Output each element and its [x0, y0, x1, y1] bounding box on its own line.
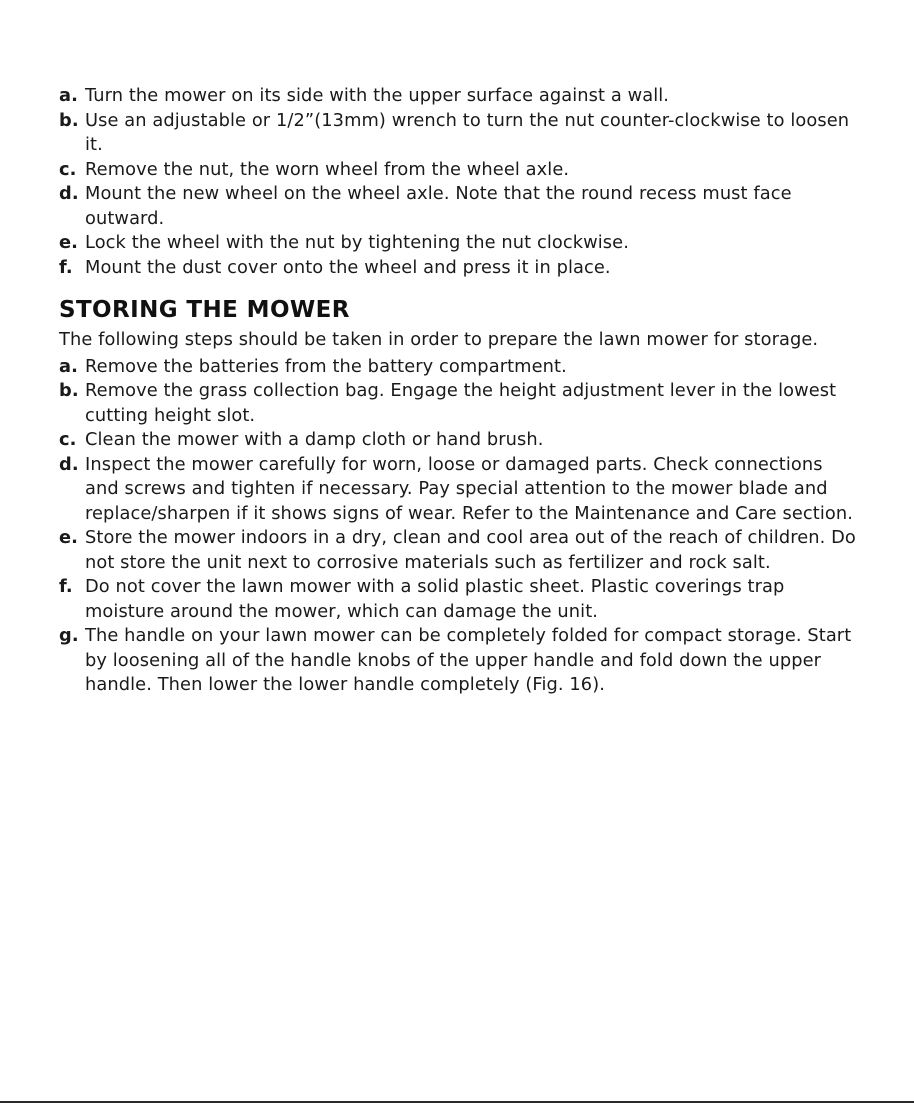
step-letter: d.: [59, 183, 79, 204]
step-text: Remove the grass collection bag. Engage the height adjustment lever in the lowest cutting height slot.: [85, 380, 837, 426]
step-letter: e.: [59, 527, 79, 548]
wheel-step-f: [59, 256, 859, 281]
storage-step-a: [59, 355, 859, 380]
storage-step-e: [59, 526, 859, 575]
storage-step-g: [59, 624, 859, 698]
step-letter: d.: [59, 453, 79, 475]
step-letter: a.: [59, 85, 78, 106]
step-letter: f.: [59, 256, 73, 278]
storage-step-c: [59, 428, 859, 453]
step-text: Store the mower indoors in a dry, clean and cool area out of the reach of children. Do not store the unit next to corrosive materials such as fertilizer and rock salt.: [85, 527, 856, 573]
section-intro: The following steps should be taken in order to prepare the lawn mower for storage.: [59, 329, 819, 350]
step-letter: a.: [59, 355, 78, 377]
step-text: Use an adjustable or 1/2”(13mm) wrench to turn the nut counter-clockwise to loosen it.: [85, 109, 850, 155]
step-text: Remove the nut, the worn wheel from the wheel axle.: [85, 158, 570, 180]
step-letter: c.: [59, 429, 77, 450]
step-text: Turn the mower on its side with the upper surface against a wall.: [85, 85, 670, 106]
step-text: Remove the batteries from the battery compartment.: [85, 355, 567, 377]
step-letter: e.: [59, 232, 79, 253]
storage-step-d: [59, 453, 859, 527]
wheel-replacement-steps: [59, 84, 859, 280]
step-letter: g.: [59, 625, 79, 646]
step-text: Mount the new wheel on the wheel axle. Note that the round recess must face outward.: [85, 183, 792, 229]
storage-steps: [59, 355, 859, 698]
section-heading: STORING THE MOWER: [59, 297, 350, 323]
step-text: Lock the wheel with the nut by tightening the nut clockwise.: [85, 232, 629, 253]
wheel-step-c: [59, 158, 859, 183]
step-letter: b.: [59, 109, 79, 131]
wheel-step-d: [59, 182, 859, 231]
storage-step-f: [59, 575, 859, 624]
storage-step-b: [59, 379, 859, 428]
step-letter: c.: [59, 158, 77, 180]
wheel-step-a: [59, 84, 859, 109]
step-letter: f.: [59, 576, 73, 597]
wheel-step-b: [59, 109, 859, 158]
step-text: Mount the dust cover onto the wheel and press it in place.: [85, 256, 611, 278]
manual-page: [59, 84, 859, 698]
step-text: Inspect the mower carefully for worn, loose or damaged parts. Check connections and screws and tighten if necessary. Pay special attention to the mower blade and replace/sharpen if it shows signs of wear. Refer to the Maintenance and Care section.: [85, 453, 853, 524]
step-letter: b.: [59, 380, 79, 401]
step-text: Do not cover the lawn mower with a solid plastic sheet. Plastic coverings trap moisture around the mower, which can damage the unit.: [85, 576, 785, 622]
step-text: The handle on your lawn mower can be completely folded for compact storage. Start by loosening all of the handle knobs of the upper handle and fold down the upper handle. Then lower the lower handle completely (Fig. 16).: [85, 625, 852, 695]
wheel-step-e: [59, 231, 859, 256]
step-text: Clean the mower with a damp cloth or hand brush.: [85, 429, 544, 450]
